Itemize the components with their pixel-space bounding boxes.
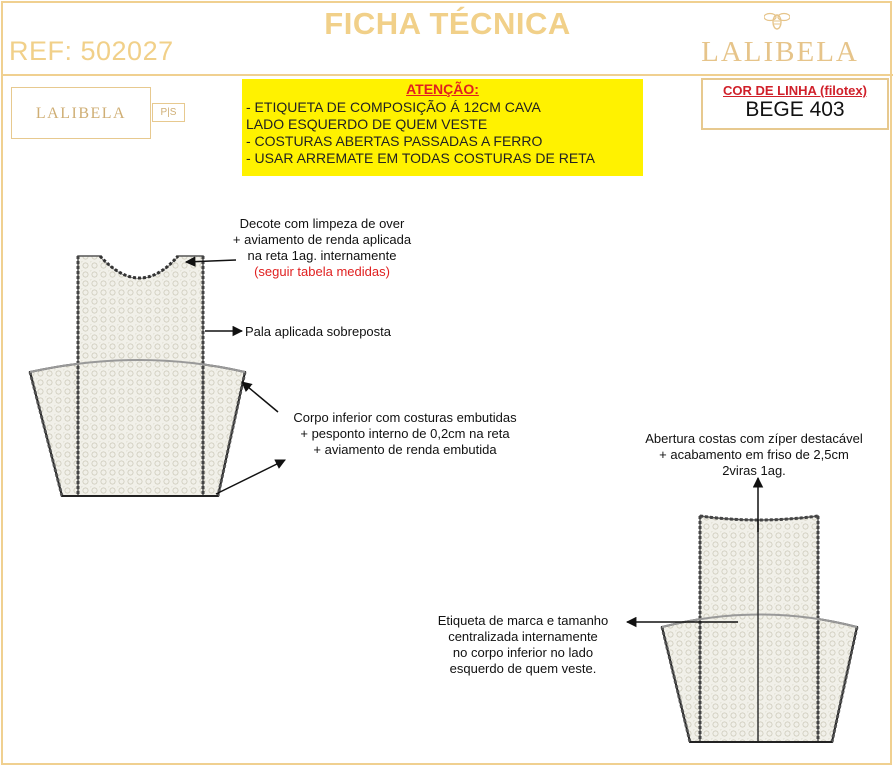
- brand-label-box: LALIBELA: [11, 87, 151, 139]
- back-yoke: [700, 516, 818, 742]
- size-label-box: P|S: [152, 103, 185, 122]
- reference-code: REF: 502027: [9, 36, 174, 66]
- attention-line: - USAR ARREMATE EM TODAS COSTURAS DE RETA: [246, 150, 596, 166]
- front-yoke: [78, 256, 203, 496]
- attention-heading: ATENÇÃO:: [406, 81, 479, 97]
- thread-color-label: COR DE LINHA (filotex): [723, 83, 867, 98]
- front-garment-drawing: [30, 256, 245, 496]
- lower-body-arrow-top: [242, 382, 278, 412]
- brand-label-note: Etiqueta de marca e tamanho centralizada internamente no corpo inferior no lado esquerdo de quem veste.: [437, 613, 609, 676]
- attention-line: - ETIQUETA DE COMPOSIÇÃO Á 12CM CAVA: [246, 99, 541, 115]
- back-garment-drawing: [662, 516, 857, 742]
- neckline-note: Decote com limpeza de over + aviamento de renda aplicada na reta 1ag. internamente (seguir tabela medidas): [212, 216, 432, 280]
- attention-line: LADO ESQUERDO DE QUEM VESTE: [246, 116, 488, 132]
- brand-logo-text: LALIBELA: [701, 36, 859, 68]
- neckline-note-red: (seguir tabela medidas): [254, 264, 390, 279]
- lower-body-arrow-bottom: [216, 460, 285, 494]
- attention-line: - COSTURAS ABERTAS PASSADAS A FERRO: [246, 133, 543, 149]
- lower-body-note: Corpo inferior com costuras embutidas + pesponto interno de 0,2cm na reta + aviamento de renda embutida: [293, 410, 517, 457]
- page-title: FICHA TÉCNICA: [324, 6, 571, 41]
- back-opening-note: Abertura costas com zíper destacável + acabamento em friso de 2,5cm 2viras 1ag.: [645, 431, 863, 478]
- thread-color-value: BEGE 403: [745, 98, 845, 121]
- yoke-note: Pala aplicada sobreposta: [245, 324, 391, 339]
